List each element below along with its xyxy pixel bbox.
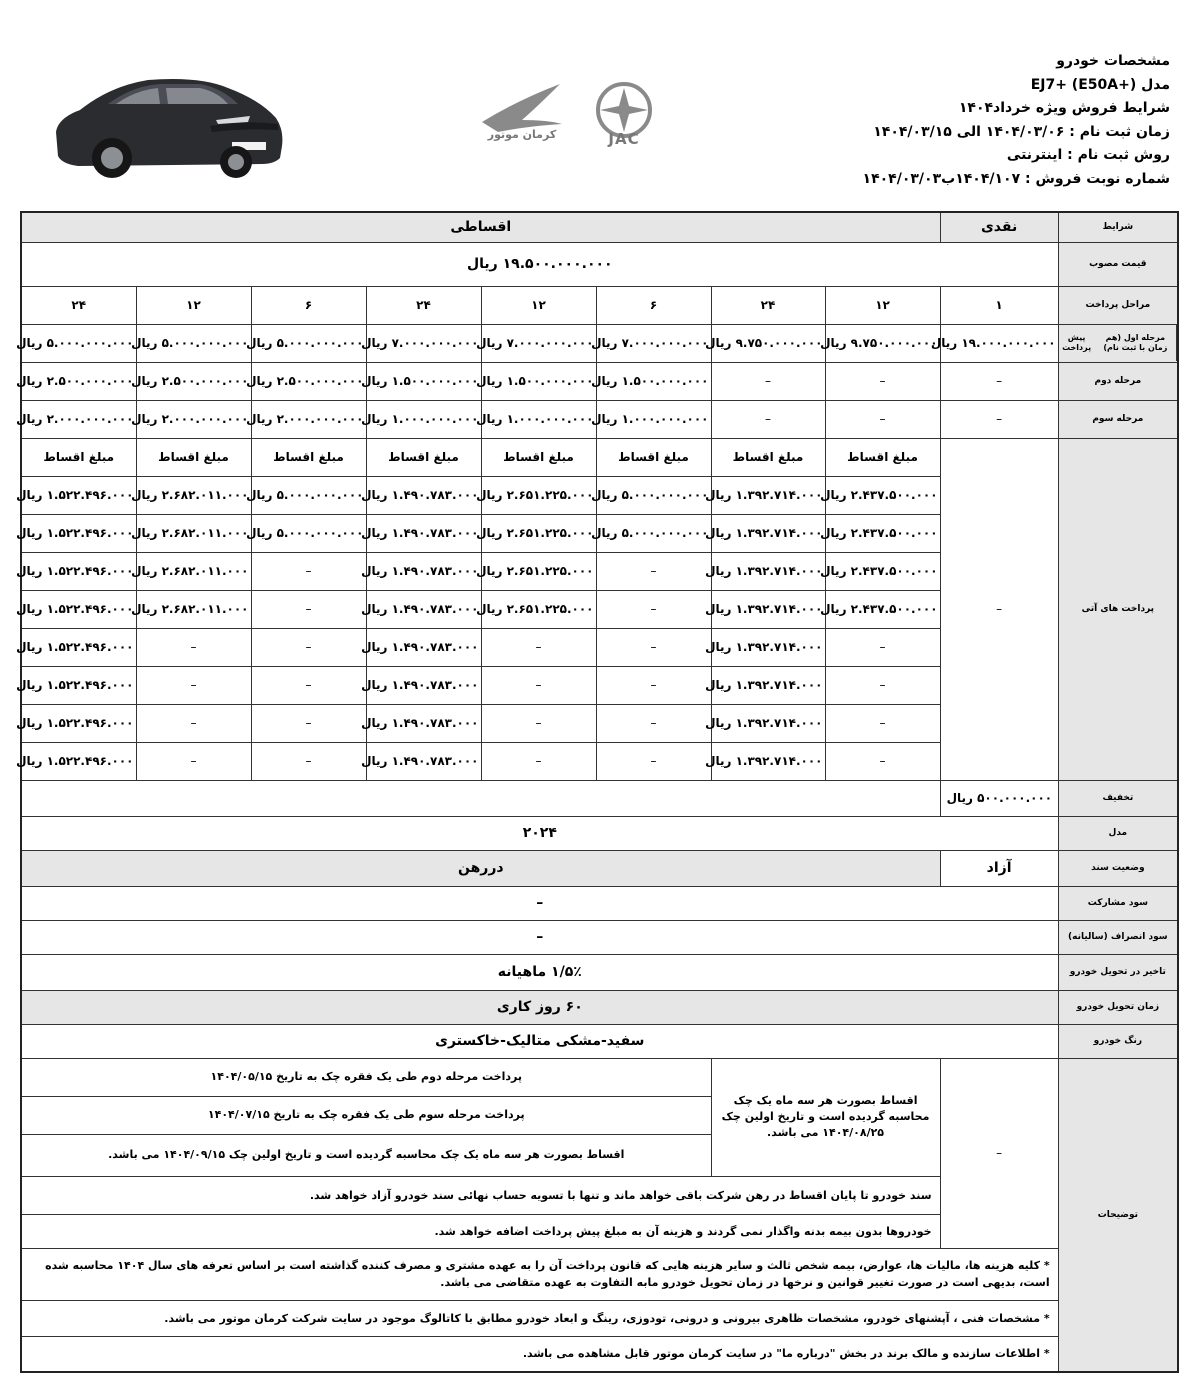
notes-row <box>21 1336 1178 1372</box>
stage1-value: ۵.۰۰۰.۰۰۰.۰۰۰ ریال <box>21 324 136 362</box>
installment-cell: – <box>481 704 596 742</box>
installment-cell: ۱.۴۹۰.۷۸۳.۰۰۰ ریال <box>366 666 481 704</box>
installment-cell: ۵.۰۰۰.۰۰۰.۰۰۰ ریال <box>596 476 711 514</box>
installment-cell: ۱.۳۹۲.۷۱۴.۰۰۰ ریال <box>711 742 825 780</box>
row-cancellation-profit <box>21 920 1178 954</box>
notes-row <box>21 1300 1178 1336</box>
installment-cell: ۱.۴۹۰.۷۸۳.۰۰۰ ریال <box>366 552 481 590</box>
stage2-value: ۱.۵۰۰.۰۰۰.۰۰۰ ریال <box>596 362 711 400</box>
row-payment-stages <box>21 286 1178 324</box>
row-approved-price <box>21 242 1178 286</box>
installment-cell: ۱.۴۹۰.۷۸۳.۰۰۰ ریال <box>366 590 481 628</box>
stage3-value: – <box>940 400 1058 438</box>
installment-cell: ۱.۳۹۲.۷۱۴.۰۰۰ ریال <box>711 552 825 590</box>
stage2-value: ۲.۵۰۰.۰۰۰.۰۰۰ ریال <box>21 362 136 400</box>
installment-cell: ۲.۶۸۲.۰۱۱.۰۰۰ ریال <box>136 514 251 552</box>
installment-cell: – <box>136 666 251 704</box>
installment-cell: – <box>596 666 711 704</box>
installment-cell: ۱.۴۹۰.۷۸۳.۰۰۰ ریال <box>366 476 481 514</box>
row-stage1 <box>21 324 1178 362</box>
installment-cell: – <box>481 628 596 666</box>
stage2-value: – <box>711 362 825 400</box>
installment-cell: – <box>825 666 940 704</box>
model-year-value: ۲۰۲۴ <box>21 816 1058 850</box>
installment-cell: ۲.۴۳۷.۵۰۰.۰۰۰ ریال <box>825 476 940 514</box>
installment-cell: – <box>596 552 711 590</box>
notes-row <box>21 1248 1178 1300</box>
installment-cell: – <box>251 704 366 742</box>
discount-installment-empty <box>21 780 940 816</box>
row-installment-amount-header <box>21 438 1178 476</box>
installment-cell: ۲.۴۳۷.۵۰۰.۰۰۰ ریال <box>825 514 940 552</box>
car-image <box>50 60 286 184</box>
installment-cell: ۵.۰۰۰.۰۰۰.۰۰۰ ریال <box>251 476 366 514</box>
label-stage1: مرحله اول (هم زمان با ثبت نام) <box>1095 325 1178 361</box>
stage1-value: ۷.۰۰۰.۰۰۰.۰۰۰ ریال <box>366 324 481 362</box>
stage-header: ۱۲ <box>136 286 251 324</box>
installment-cell: ۱.۴۹۰.۷۸۳.۰۰۰ ریال <box>366 628 481 666</box>
stage3-value: ۱.۰۰۰.۰۰۰.۰۰۰ ریال <box>596 400 711 438</box>
notes-row <box>21 1058 1178 1096</box>
stage2-value: ۲.۵۰۰.۰۰۰.۰۰۰ ریال <box>251 362 366 400</box>
stage1-value: ۵.۰۰۰.۰۰۰.۰۰۰ ریال <box>251 324 366 362</box>
installment-cell: – <box>136 628 251 666</box>
jac-logo-text: JAC <box>608 130 640 148</box>
installment-cell: – <box>825 628 940 666</box>
installment-cell: – <box>251 590 366 628</box>
stage-header: ۲۴ <box>711 286 825 324</box>
cancellation-profit-value: – <box>21 920 1058 954</box>
installment-cell: – <box>251 666 366 704</box>
label-prepayment: پیش پرداخت <box>1062 333 1092 352</box>
row-document-status <box>21 850 1178 886</box>
installment-cell: ۱.۵۲۲.۴۹۶.۰۰۰ ریال <box>21 552 136 590</box>
stage3-value: – <box>711 400 825 438</box>
stage2-value: ۱.۵۰۰.۰۰۰.۰۰۰ ریال <box>481 362 596 400</box>
kerman-motor-logo-text: کرمان موتور <box>487 128 557 141</box>
row-conditions <box>21 212 1178 242</box>
stage3-value: ۱.۰۰۰.۰۰۰.۰۰۰ ریال <box>366 400 481 438</box>
label-stage3: مرحله سوم <box>1058 400 1178 438</box>
label-model: مدل <box>1058 816 1178 850</box>
delivery-delay-value: ۱/۵٪ ماهیانه <box>21 954 1058 990</box>
installment-cell: – <box>251 552 366 590</box>
label-discount: تخفیف <box>1058 780 1178 816</box>
installment-cell: ۲.۶۸۲.۰۱۱.۰۰۰ ریال <box>136 476 251 514</box>
installment-cell: – <box>481 742 596 780</box>
installment-cell: ۱.۵۲۲.۴۹۶.۰۰۰ ریال <box>21 476 136 514</box>
stage2-value: ۲.۵۰۰.۰۰۰.۰۰۰ ریال <box>136 362 251 400</box>
installment-cell: ۱.۳۹۲.۷۱۴.۰۰۰ ریال <box>711 514 825 552</box>
row-stage3 <box>21 400 1178 438</box>
installment-cell: ۱.۳۹۲.۷۱۴.۰۰۰ ریال <box>711 628 825 666</box>
label-delivery-delay: تاخیر در تحویل خودرو <box>1058 954 1178 990</box>
sale-conditions-table <box>16 211 1179 1373</box>
installment-cell: – <box>596 590 711 628</box>
label-prepayment-stage1 <box>1058 324 1178 362</box>
partnership-profit-value: – <box>21 886 1058 920</box>
label-stage2: مرحله دوم <box>1058 362 1178 400</box>
stage-header: ۱۲ <box>481 286 596 324</box>
installment-amount-header: مبلغ اقساط <box>481 438 596 476</box>
label-partnership-profit: سود مشارکت <box>1058 886 1178 920</box>
label-future-payments: پرداخت های آتی <box>1058 438 1178 780</box>
installment-amount-header: مبلغ اقساط <box>21 438 136 476</box>
stage-header: ۱۲ <box>825 286 940 324</box>
stage3-value: ۱.۰۰۰.۰۰۰.۰۰۰ ریال <box>481 400 596 438</box>
installment-cell: ۱.۴۹۰.۷۸۳.۰۰۰ ریال <box>366 742 481 780</box>
header-sale-terms: شرایط فروش ویژه خرداد۱۴۰۴ <box>958 100 1170 116</box>
installment-cell: ۵.۰۰۰.۰۰۰.۰۰۰ ریال <box>596 514 711 552</box>
header-registration-time: زمان ثبت نام : ۱۴۰۴/۰۳/۰۶ الی ۱۴۰۴/۰۳/۱۵ <box>873 123 1170 140</box>
row-partnership-profit <box>21 886 1178 920</box>
installment-cell: ۱.۵۲۲.۴۹۶.۰۰۰ ریال <box>21 704 136 742</box>
label-car-color: رنگ خودرو <box>1058 1024 1178 1058</box>
stage-header: ۲۴ <box>366 286 481 324</box>
installment-cell: ۱.۳۹۲.۷۱۴.۰۰۰ ریال <box>711 666 825 704</box>
installment-cell: ۱.۵۲۲.۴۹۶.۰۰۰ ریال <box>21 742 136 780</box>
stage1-value: ۷.۰۰۰.۰۰۰.۰۰۰ ریال <box>481 324 596 362</box>
installment-header: اقساطی <box>21 212 940 242</box>
installment-cell: – <box>596 704 711 742</box>
installment-cell: ۱.۳۹۲.۷۱۴.۰۰۰ ریال <box>711 476 825 514</box>
stage-header: ۶ <box>596 286 711 324</box>
installment-cell: ۲.۶۸۲.۰۱۱.۰۰۰ ریال <box>136 552 251 590</box>
stage1-value: ۵.۰۰۰.۰۰۰.۰۰۰ ریال <box>136 324 251 362</box>
doc-status-cash: آزاد <box>940 850 1058 886</box>
stage1-value: ۹.۷۵۰.۰۰۰.۰۰۰ ریال <box>711 324 825 362</box>
note-specs: * مشخصات فنی ، آپشنهای خودرو، مشخصات ظاهری بیرونی و درونی، تودوزی، رینگ و ابعاد خودرو مطابق با کاتالوگ موجود در سایت شرکت کرمان موتور می باشد. <box>21 1300 1058 1336</box>
installment-cell: ۱.۳۹۲.۷۱۴.۰۰۰ ریال <box>711 590 825 628</box>
installment-cell: ۱.۳۹۲.۷۱۴.۰۰۰ ریال <box>711 704 825 742</box>
stage3-value: ۲.۰۰۰.۰۰۰.۰۰۰ ریال <box>136 400 251 438</box>
label-approved-price: قیمت مصوب <box>1058 242 1178 286</box>
row-delivery-delay <box>21 954 1178 990</box>
installment-cell: – <box>481 666 596 704</box>
stage2-value: – <box>940 362 1058 400</box>
installment-cell: ۲.۶۵۱.۲۲۵.۰۰۰ ریال <box>481 514 596 552</box>
installment-cell: – <box>825 704 940 742</box>
row-discount <box>21 780 1178 816</box>
note-manufacturer: * اطلاعات سازنده و مالک برند در بخش "درباره ما" در سایت کرمان موتور قابل مشاهده می باشد. <box>21 1336 1058 1372</box>
header-title: مشخصات خودرو <box>1056 53 1170 69</box>
doc-status-installment: دررهن <box>21 850 940 886</box>
installment-cell: ۲.۶۵۱.۲۲۵.۰۰۰ ریال <box>481 552 596 590</box>
label-notes: توضیحات <box>1058 1058 1178 1372</box>
row-stage2 <box>21 362 1178 400</box>
installment-cell: – <box>251 742 366 780</box>
installment-cell: – <box>825 742 940 780</box>
stage1-value: ۹.۷۵۰.۰۰۰.۰۰۰ ریال <box>825 324 940 362</box>
header-sale-turn-number: شماره نوبت فروش : ۱۴۰۴/۱۰۷ب۱۴۰۴/۰۳/۰۳ <box>862 170 1170 187</box>
row-car-color <box>21 1024 1178 1058</box>
note-insurance: خودروها بدون بیمه بدنه واگذار نمی گردند و هزینه آن به مبلغ پیش پرداخت اضافه خواهد شد. <box>21 1214 940 1248</box>
stage-header: ۱ <box>940 286 1058 324</box>
label-delivery-time: زمان تحویل خودرو <box>1058 990 1178 1024</box>
brand-logos <box>478 80 664 152</box>
row-model <box>21 816 1178 850</box>
note-stage2: پرداخت مرحله دوم طی یک فقره چک به تاریخ ۱۴۰۴/۰۵/۱۵ <box>21 1058 711 1096</box>
cash-header: نقدی <box>940 212 1058 242</box>
approved-price-value: ۱۹.۵۰۰.۰۰۰.۰۰۰ ریال <box>21 242 1058 286</box>
installment-amount-header: مبلغ اقساط <box>711 438 825 476</box>
installment-cell: ۱.۵۲۲.۴۹۶.۰۰۰ ریال <box>21 514 136 552</box>
installment-cell: ۱.۵۲۲.۴۹۶.۰۰۰ ریال <box>21 628 136 666</box>
row-delivery-time <box>21 990 1178 1024</box>
label-payment-stages: مراحل پرداخت <box>1058 286 1178 324</box>
installment-cell: ۲.۴۳۷.۵۰۰.۰۰۰ ریال <box>825 552 940 590</box>
delivery-time-value: ۶۰ روز کاری <box>21 990 1058 1024</box>
installment-amount-header: مبلغ اقساط <box>596 438 711 476</box>
stage1-value: ۱۹.۰۰۰.۰۰۰.۰۰۰ ریال <box>940 324 1058 362</box>
stage3-value: ۲.۰۰۰.۰۰۰.۰۰۰ ریال <box>21 400 136 438</box>
installment-cell: – <box>251 628 366 666</box>
note-stage3: پرداخت مرحله سوم طی یک فقره چک به تاریخ ۱۴۰۴/۰۷/۱۵ <box>21 1096 711 1134</box>
installment-amount-header: مبلغ اقساط <box>366 438 481 476</box>
installment-amount-header: مبلغ اقساط <box>136 438 251 476</box>
stage2-value: – <box>825 362 940 400</box>
installment-cell: – <box>596 628 711 666</box>
installment-cell: ۱.۴۹۰.۷۸۳.۰۰۰ ریال <box>366 514 481 552</box>
stage-header: ۲۴ <box>21 286 136 324</box>
header-registration-method: روش ثبت نام : اینترنتی <box>1006 147 1170 163</box>
header-model: مدل (+EJ7+ (E50A <box>1030 76 1170 93</box>
label-conditions: شرایط <box>1058 212 1178 242</box>
installment-cell: – <box>596 742 711 780</box>
installment-cell: – <box>136 742 251 780</box>
label-document-status: وضعیت سند <box>1058 850 1178 886</box>
car-color-value: سفید-مشکی متالیک-خاکستری <box>21 1024 1058 1058</box>
installment-cell: ۵.۰۰۰.۰۰۰.۰۰۰ ریال <box>251 514 366 552</box>
stage3-value: ۲.۰۰۰.۰۰۰.۰۰۰ ریال <box>251 400 366 438</box>
stage2-value: ۱.۵۰۰.۰۰۰.۰۰۰ ریال <box>366 362 481 400</box>
installment-amount-header: مبلغ اقساط <box>825 438 940 476</box>
installment-cell: – <box>136 704 251 742</box>
stage1-value: ۷.۰۰۰.۰۰۰.۰۰۰ ریال <box>596 324 711 362</box>
note-cash: – <box>940 1058 1058 1248</box>
note-costs: * کلیه هزینه ها، مالیات ها، عوارض، بیمه شخص ثالث و سایر هزینه هایی که قانون پرداخت آن را به عهده مشتری و مصرف کننده گذاشته است بر اساس تعرفه های سال ۱۴۰۴ محاسبه شده است، بدیهی است در صورت تغییر قوانین و نرخها در زمان تحویل خودرو مابه التفاوت به عهده متقاضی می باشد. <box>21 1248 1058 1300</box>
installment-cell: ۲.۶۸۲.۰۱۱.۰۰۰ ریال <box>136 590 251 628</box>
installment-cell: ۲.۶۵۱.۲۲۵.۰۰۰ ریال <box>481 476 596 514</box>
installment-cell: ۲.۴۳۷.۵۰۰.۰۰۰ ریال <box>825 590 940 628</box>
installment-cell: ۱.۵۲۲.۴۹۶.۰۰۰ ریال <box>21 666 136 704</box>
header-info <box>750 50 1170 191</box>
installment-cell: ۲.۶۵۱.۲۲۵.۰۰۰ ریال <box>481 590 596 628</box>
discount-value: ۵۰۰.۰۰۰.۰۰۰ ریال <box>940 780 1058 816</box>
installment-amount-header: مبلغ اقساط <box>251 438 366 476</box>
note-installment-block: اقساط بصورت هر سه ماه یک چک محاسبه گردیده است و تاریخ اولین چک ۱۴۰۴/۰۸/۲۵ می باشد. <box>711 1058 940 1176</box>
installment-cell: ۱.۴۹۰.۷۸۳.۰۰۰ ریال <box>366 704 481 742</box>
stage-header: ۶ <box>251 286 366 324</box>
installment-cell: ۱.۵۲۲.۴۹۶.۰۰۰ ریال <box>21 590 136 628</box>
cash-future-payments: – <box>940 438 1058 780</box>
stage3-value: – <box>825 400 940 438</box>
label-cancellation-profit: سود انصراف (سالیانه) <box>1058 920 1178 954</box>
note-installment-dates: اقساط بصورت هر سه ماه یک چک محاسبه گردیده است و تاریخ اولین چک ۱۴۰۴/۰۹/۱۵ می باشد. <box>21 1134 711 1176</box>
note-document: سند خودرو تا پایان اقساط در رهن شرکت باقی خواهد ماند و تنها با تسویه حساب نهائی سند خودرو آزاد خواهد شد. <box>21 1176 940 1214</box>
